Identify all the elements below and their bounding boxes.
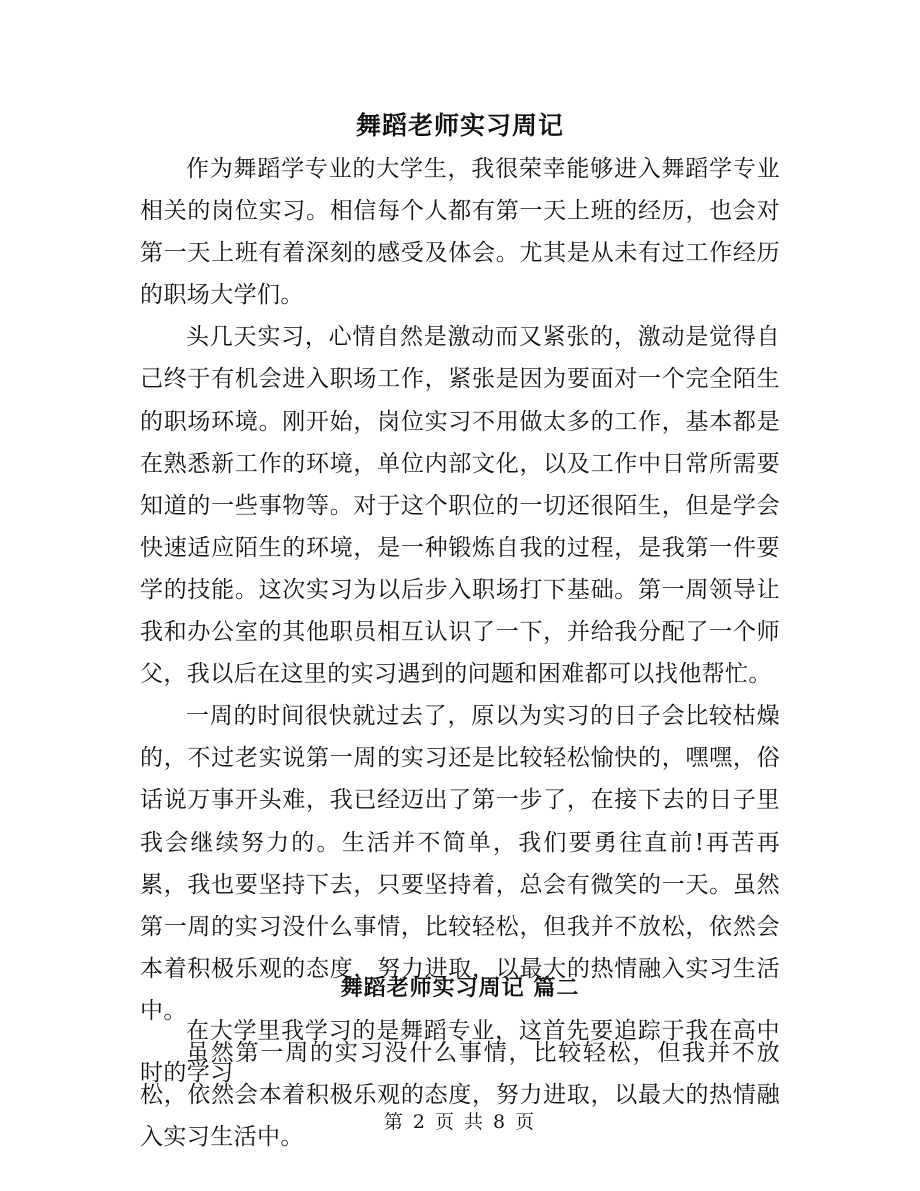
paragraph-3: 一周的时间很快就过去了，原以为实习的日子会比较枯燥的，不过老实说第一周的实习还是比较轻松愉快的，嘿嘿，俗话说万事开头难，我已经迈出了第一步了，在接下去的日子里我会继续努力的。生活并不简单，我们要勇往直前!再苦再累，我也要坚持下去，只要坚持着，总会有微笑的一天。虽然第一周的实习没什么事情，比较轻松，但我并不放松，依然会本着积极乐观的态度，努力进取，以最大的热情融入实习生活中。 — [140, 703, 780, 1024]
document-title: 舞蹈老师实习周记 — [355, 111, 564, 140]
section-two-first-line: 在大学里我学习的是舞蹈专业，这首先要追踪于我在高中时的学习 — [140, 1018, 780, 1087]
paragraph-4: 虽然第一周的实习没什么事情，比较轻松，但我并不放松，依然会本着积极乐观的态度，努力进取，以最大的热情融入实习生活中。 — [140, 1039, 780, 1151]
page-number-footer: 第 2 页 共 8 页 — [383, 1111, 537, 1133]
paragraph-2: 头几天实习，心情自然是激动而又紧张的，激动是觉得自己终于有机会进入职场工作，紧张是因为要面对一个完全陌生的职场环境。刚开始，岗位实习不用做太多的工作，基本都是在熟悉新工作的环境，单位内部文化，以及工作中日常所需要知道的一些事物等。对于这个职位的一切还很陌生，但是学会快速适应陌生的环境，是一种锻炼自我的过程，是我第一件要学的技能。这次实习为以后步入职场打下基础。第一周领导让我和办公室的其他职员相互认识了一下，并给我分配了一个师父，我以后在这里的实习遇到的问题和困难都可以找他帮忙。 — [140, 324, 780, 688]
section-two-title: 舞蹈老师实习周记 篇二 — [340, 975, 580, 1001]
paragraph-1: 作为舞蹈学专业的大学生，我很荣幸能够进入舞蹈学专业相关的岗位实习。相信每个人都有第一天上班的经历，也会对第一天上班有着深刻的感受及体会。尤其是从未有过工作经历的职场大学们。 — [140, 156, 780, 309]
section-two-body — [140, 1010, 780, 1094]
